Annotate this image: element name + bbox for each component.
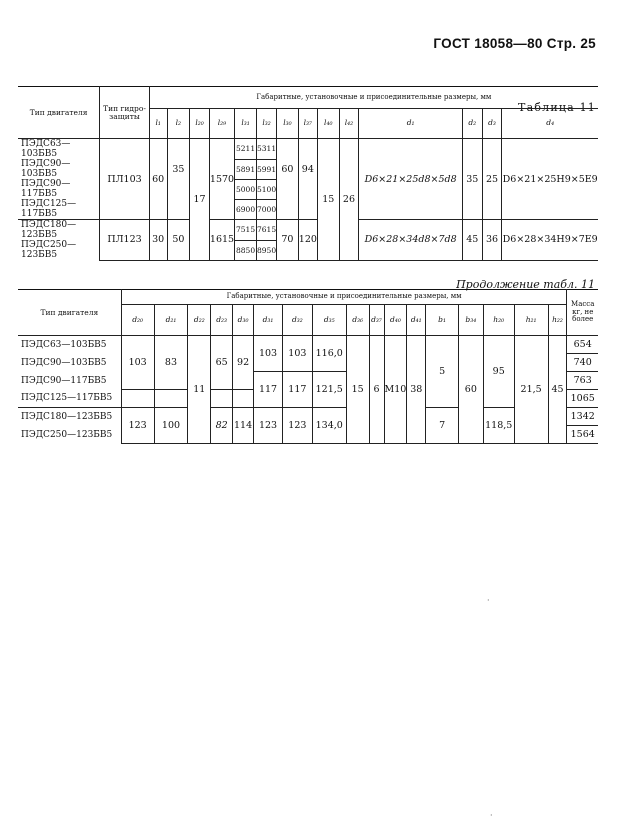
t1-engine: ПЭДС90—103БВ5 <box>18 159 100 179</box>
t1-l31: 7515 <box>235 220 257 241</box>
t2-h21: 21,5 <box>514 336 548 444</box>
t1-col-d4: d₄ <box>502 109 598 139</box>
t2-d31: 103 <box>254 336 283 372</box>
t2-d20: 123 <box>121 408 154 444</box>
t2-col-d31: d₃₁ <box>254 305 283 336</box>
t2-engine: ПЭДС90—117БВ5 <box>18 372 121 390</box>
t1-protection: ПЛ103 <box>100 139 149 220</box>
t1-d2: 45 <box>462 220 482 261</box>
t2-col-b1: b₁ <box>426 305 459 336</box>
t1-l32: 5100 <box>257 179 277 199</box>
stray-mark: · <box>490 811 493 820</box>
t2-col-d36: d₃₆ <box>346 305 369 336</box>
t2-d36: 15 <box>346 336 369 444</box>
t1-l1: 30 <box>149 220 167 261</box>
t1-l30: 60 <box>277 139 299 200</box>
t2-mass: 740 <box>567 354 598 372</box>
t2-col-d41: d₄₁ <box>407 305 426 336</box>
t1-l40: 15 <box>317 139 339 261</box>
t1-engine: ПЭДС90—117БВ5 <box>18 179 100 199</box>
t2-col-mass: Масса кг, не более <box>567 290 598 336</box>
t2-col-h22: h₂₂ <box>548 305 567 336</box>
t2-engine: ПЭДС90—103БВ5 <box>18 354 121 372</box>
t1-l31: 5000 <box>235 179 257 199</box>
t2-col-engine: Тип двигателя <box>18 290 121 336</box>
t2-mass: 1564 <box>567 426 598 444</box>
t1-d1: D6×28×34d8×7d8 <box>359 220 463 261</box>
t2-d31: 117 <box>254 372 283 408</box>
t2-d32: 103 <box>282 336 312 372</box>
t1-col-protection: Тип гидро-защиты <box>100 87 149 139</box>
t2-mass: 1065 <box>567 390 598 408</box>
t1-l31: 5891 <box>235 159 257 179</box>
t2-group-header: Габаритные, установочные и присоединительные размеры, мм <box>121 290 567 305</box>
t1-col-engine: Тип двигателя <box>18 87 100 139</box>
t2-col-d21: d₂₁ <box>154 305 188 336</box>
t1-d4: D6×28×34H9×7E9 <box>502 220 598 261</box>
t1-col-d3: d₃ <box>482 109 502 139</box>
t2-col-d35: d₃₅ <box>312 305 346 336</box>
t2-h20: 95 <box>483 336 514 408</box>
t1-d3: 25 <box>482 139 502 220</box>
t1-col-l42: l₄₂ <box>339 109 359 139</box>
t1-l31: 6900 <box>235 199 257 220</box>
t2-b1: 5 <box>426 336 459 408</box>
t2-col-d32: d₃₂ <box>282 305 312 336</box>
t2-col-h21: h₂₁ <box>514 305 548 336</box>
t1-l32: 7000 <box>257 199 277 220</box>
t1-col-l32: l₃₂ <box>257 109 277 139</box>
t2-d23: 65 <box>211 336 233 390</box>
table-caption: Таблица 11 <box>518 101 596 114</box>
t1-l2: 35 <box>167 139 190 200</box>
t2-d35: 134,0 <box>312 408 346 444</box>
t2-d32: 123 <box>282 408 312 444</box>
t1-col-d2: d₂ <box>462 109 482 139</box>
table-11 <box>18 86 598 261</box>
t1-l31: 8850 <box>235 240 257 260</box>
table-11-continuation <box>18 289 598 444</box>
t1-l37: 94 <box>298 139 317 200</box>
t2-d40: M10 <box>384 336 407 444</box>
t1-l32: 7615 <box>257 220 277 241</box>
t2-d22: 11 <box>188 336 211 444</box>
t1-col-l40: l₄₀ <box>317 109 339 139</box>
t2-b34: 60 <box>458 336 483 444</box>
t2-col-d23: d₂₃ <box>211 305 233 336</box>
t2-d23: 82 <box>211 408 233 444</box>
t2-d31: 123 <box>254 408 283 444</box>
t2-b1: 7 <box>426 408 459 444</box>
t2-d30: 92 <box>233 336 254 390</box>
t2-d41: 38 <box>407 336 426 444</box>
t2-d32: 117 <box>282 372 312 408</box>
t1-engine: ПЭДС125—117БВ5 <box>18 199 100 220</box>
t2-mass: 1342 <box>567 408 598 426</box>
t1-col-l1: l₁ <box>149 109 167 139</box>
t1-d3: 36 <box>482 220 502 261</box>
page-header: ГОСТ 18058—80 Стр. 25 <box>433 36 596 51</box>
t2-engine: ПЭДС125—117БВ5 <box>18 390 121 408</box>
t2-h22: 45 <box>548 336 567 444</box>
t1-l29: 1570 <box>209 139 234 220</box>
t1-d2: 35 <box>462 139 482 220</box>
t1-l20: 17 <box>190 139 210 261</box>
t1-l1: 60 <box>149 139 167 220</box>
t1-l32: 5991 <box>257 159 277 179</box>
t1-engine: ПЭДС250—123БВ5 <box>18 240 100 260</box>
continuation-caption: Продолжение табл. 11 <box>456 278 595 291</box>
t2-col-d40: d₄₀ <box>384 305 407 336</box>
t1-col-l37: l₃₇ <box>298 109 317 139</box>
stray-mark: · <box>487 596 490 605</box>
t2-d30: 114 <box>233 408 254 444</box>
t1-col-l30: l₃₀ <box>277 109 299 139</box>
t2-col-d22: d₂₂ <box>188 305 211 336</box>
t2-d20: 103 <box>121 336 154 390</box>
t1-group-header: Габаритные, установочные и присоединительные размеры, мм <box>149 87 598 109</box>
t2-mass: 763 <box>567 372 598 390</box>
t2-d21: 100 <box>154 408 188 444</box>
t2-engine: ПЭДС63—103БВ5 <box>18 336 121 354</box>
t2-col-d20: d₂₀ <box>121 305 154 336</box>
t1-protection: ПЛ123 <box>100 220 149 261</box>
t1-d1: D6×21×25d8×5d8 <box>359 139 463 220</box>
t1-col-l31: l₃₁ <box>235 109 257 139</box>
t2-col-h20: h₂₀ <box>483 305 514 336</box>
t1-col-d1: d₁ <box>359 109 463 139</box>
t1-engine: ПЭДС63—103БВ5 <box>18 139 100 160</box>
t2-mass: 654 <box>567 336 598 354</box>
t1-l32: 5311 <box>257 139 277 160</box>
t2-engine: ПЭДС180—123БВ5 <box>18 408 121 426</box>
t1-d4: D6×21×25H9×5E9 <box>502 139 598 220</box>
t2-h20: 118,5 <box>483 408 514 444</box>
t2-d37: 6 <box>369 336 384 444</box>
t1-l2: 50 <box>167 220 190 261</box>
t2-col-b34: b₃₄ <box>458 305 483 336</box>
t1-engine: ПЭДС180—123БВ5 <box>18 220 100 241</box>
t2-d35: 121,5 <box>312 372 346 408</box>
t2-d21: 83 <box>154 336 188 390</box>
t1-l32: 8950 <box>257 240 277 260</box>
t2-d35: 116,0 <box>312 336 346 372</box>
t1-l37: 120 <box>298 220 317 261</box>
t1-col-l20: l₂₀ <box>190 109 210 139</box>
t1-l29: 1615 <box>209 220 234 261</box>
t2-col-d30: d₃₀ <box>233 305 254 336</box>
t1-l42: 26 <box>339 139 359 261</box>
t1-l31: 5211 <box>235 139 257 160</box>
t2-engine: ПЭДС250—123БВ5 <box>18 426 121 444</box>
t1-l30: 70 <box>277 220 299 261</box>
t1-col-l29: l₂₉ <box>209 109 234 139</box>
t1-col-l2: l₂ <box>167 109 190 139</box>
t2-col-d37: d₃₇ <box>369 305 384 336</box>
